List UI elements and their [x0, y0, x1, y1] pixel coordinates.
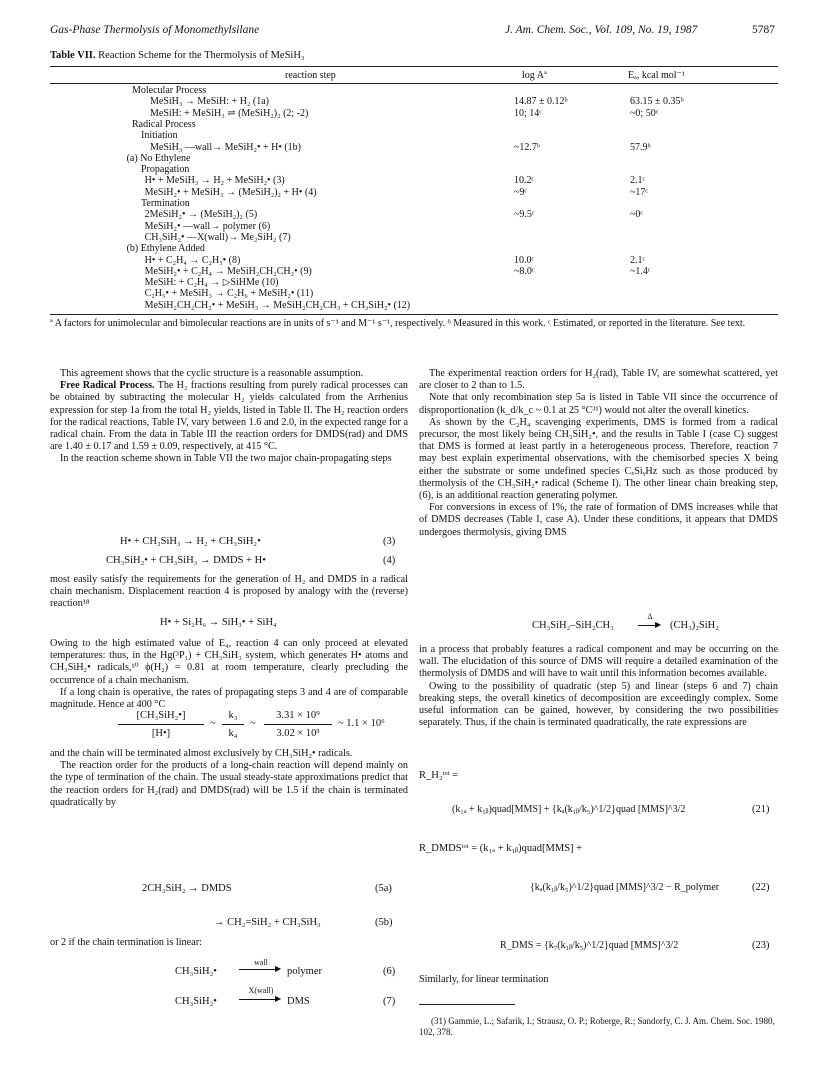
table-cell-ea: ~1.4ᶜ	[630, 265, 651, 277]
fraction-bar	[222, 724, 244, 725]
table-cell-loga: 10; 14ᶜ	[514, 107, 542, 119]
footnote-rule	[419, 1004, 515, 1005]
table-row-step: MeSiH₂• + MeSiH₃ → (MeSiH₂)₂ + H• (4)	[144, 186, 317, 198]
fraction-denominator: k₄	[228, 728, 238, 739]
paragraph: Note that only recombination step 5a is listed in Table VII since the occurrence of disproportionation (k_d/k_c ~ 0.1 at 25 °C³¹) would not alter the overall kinetics.	[419, 392, 778, 416]
equation-number: (23)	[752, 940, 770, 951]
col-header-loga: log Aª	[522, 70, 547, 81]
paragraph: Owing to the possibility of quadratic (step 5) and linear (steps 6 and 7) chain breaking steps, the overall kinetics of decomposition are exceedingly complex. Some useful information can be gained, however, by considering the two possibilities separately. Thus, if the chain is terminated quadratically, the rate expressions are	[419, 680, 778, 729]
equation-right: (CH₃)₂SiH₂	[670, 620, 719, 631]
table-row-step: Initiation	[141, 130, 178, 142]
approx-symbol: ~	[250, 718, 256, 729]
table-cell-ea: 63.15 ± 0.35ᵇ	[630, 96, 684, 108]
table-row-step: Radical Process	[132, 118, 196, 130]
table-header-rule	[50, 83, 778, 84]
equation-number: (6)	[383, 966, 396, 977]
table-row-step: MeSiH₃ —wall→ MeSiH₂• + H• (1b)	[150, 141, 301, 153]
fraction-bar	[118, 724, 204, 725]
col-header-ea: Eₐ, kcal mol⁻¹	[628, 70, 685, 81]
col-header-reaction-step: reaction step	[285, 70, 336, 81]
table-row-step: MeSiH₂• —wall→ polymer (6)	[144, 220, 271, 232]
table-row-step: MeSiH: + MeSiH₃ ⇌ (MeSiH₂)₂ (2; -2)	[150, 107, 309, 119]
table-row-step: MeSiH: + C₂H₄ → ▷SiHMe (10)	[144, 277, 279, 289]
table-cell-loga: 14.87 ± 0.12ᵇ	[514, 96, 568, 108]
table-label: Table VII.	[50, 50, 96, 61]
equation-number: (7)	[383, 996, 396, 1007]
paragraph-text: The H₂ fractions resulting from purely radical processes can be obtained by subtracting the molecular H₂ yields calculated from the Arrhenius expression for step 1a from the total H₂ yields, listed in Table II. The H₂ reaction orders for the radical reactions, Table IV, vary between 1.6 and 2.0, in the expected range for a radical chain. From the data in Table III the reaction orders for DMDS(rad) and DMS are 1.40 ± 0.17 and 1.59 ± 0.09, respectively, at 415 °C.	[50, 380, 408, 453]
table-cell-ea: 2.1ᶜ	[630, 254, 646, 266]
table-cell-ea: ~0ᶜ	[630, 209, 643, 221]
paragraph: Owing to the high estimated value of E₄, reaction 4 can only proceed at elevated temperatures: thus, in the Hg(³P₁) + CH₃SiH₃ system, which generates H• atoms and CH₃SiH₂• radicals,¹⁰ ϕ(H₂) = 0.81 at room temperature, clearly precluding the occurrence of a chain mechanism.	[50, 638, 408, 686]
section-heading: Free Radical Process.	[60, 380, 155, 392]
paragraph: in a process that probably features a radical component and may be occurring on the wall. The elucidation of this source of DMS will require a detailed examination of the thermolysis of DMDS and will have to wait until this information becomes available.	[419, 644, 778, 680]
arrow-label: wall	[254, 958, 268, 967]
table-caption: Reaction Scheme for the Thermolysis of MeSiH₃	[98, 50, 305, 61]
fraction-bar	[264, 724, 332, 725]
fraction-denominator: [H•]	[151, 728, 171, 739]
table-row-step: (a) No Ethylene	[126, 152, 191, 164]
paragraph: In the reaction scheme shown in Table VII the two major chain-propagating steps	[60, 453, 392, 465]
equation-5b: → CH₂=SiH₂ + CH₃SiH₃	[214, 917, 321, 928]
table-row-step: Molecular Process	[132, 85, 207, 96]
equation-3: H• + CH₃SiH₃ → H₂ + CH₃SiH₂•	[120, 536, 261, 547]
arrow-label: X(wall)	[248, 986, 274, 995]
arrow-head: ▶	[655, 620, 662, 629]
equation-5a: 2CH₃SiH₂ → DMDS	[142, 883, 232, 894]
reference-31: (31) Gammie, L.; Safarik, I.; Strausz, O. P.; Roberge, R.; Sandorfy, C. J. Am. Chem. Soc. 1980, 102, 378.	[419, 1016, 775, 1037]
paragraph: most easily satisfy the requirements for the generation of H₂ and DMDS in a radical chain mechanism. Displacement reaction 4 is proposed by analogy with the (reverse) reaction¹⁸	[50, 574, 408, 610]
right-column-p7	[419, 974, 778, 986]
left-column-p4	[50, 574, 408, 611]
table-cell-ea: 57.9ᵇ	[630, 141, 651, 153]
paragraph	[50, 380, 408, 453]
table-row-step: (b) Ethylene Added	[126, 243, 205, 255]
right-column-mid	[419, 644, 778, 729]
paragraph: As shown by the C₂H₄ scavenging experiments, DMS is formed from a radical precursor, the most likely being CH₃SiH₂•, and the results in Table I (case C) suggest that DMS is formed at least partly in a heterogeneous process. Therefore, reaction 7 may best explain experimental observations, with the chemisorbed species X being either the substrate or some undefined species CₓSiᵧHz such as those produced by thermolysis of the CH₃SiH₂• radical (Scheme I). The other linear chain breaking step, (6), is an additional reaction generating polymer.	[419, 416, 778, 502]
table-cell-loga: ~12.7ᵇ	[514, 141, 541, 153]
table-title	[50, 50, 305, 61]
equation-reverse: H• + Si₂H₆ → SiH₃• + SiH₄	[160, 617, 277, 628]
arrow-head: ▶	[275, 994, 282, 1003]
table-row-step: Propagation	[141, 164, 190, 176]
right-column-top	[419, 368, 778, 539]
paragraph: and the chain will be terminated almost exclusively by CH₃SiH₂• radicals.	[50, 748, 353, 759]
table-row-step: MeSiH₃ → MeSiH: + H₂ (1a)	[150, 96, 269, 108]
equation-number: (4)	[383, 555, 396, 566]
table-cell-ea: ~0; 50ᶜ	[630, 107, 659, 119]
table-footnote: ª A factors for unimolecular and bimolecular reactions are in units of s⁻¹ and M⁻¹ s⁻¹, respectively. ᵇ Measured in this work. ᶜ Estimated, or reported in the literature. See text.	[50, 318, 746, 329]
running-header-left: Gas-Phase Thermolysis of Monomethylsilane	[50, 24, 260, 36]
table-row-step: C₂H₅• + MeSiH₃ → C₂H₆ + MeSiH₂• (11)	[144, 288, 314, 300]
table-cell-loga: 10.0ᶜ	[514, 254, 535, 266]
fraction-denominator: 3.02 × 10³	[276, 728, 320, 739]
table-row-step: CH₃SiH₂• —X(wall)→ Me₂SiH₂ (7)	[144, 231, 291, 243]
equation-number: (3)	[383, 536, 396, 547]
paragraph: If a long chain is operative, the rates of propagating steps 3 and 4 are of comparable magnitude. Hence at 400 °C	[50, 686, 408, 711]
table-row-step: H• + MeSiH₃ → H₂ + MeSiH₂• (3)	[144, 175, 285, 187]
equation-number: (5a)	[375, 883, 392, 894]
table-cell-loga: 10.2ᶜ	[514, 175, 535, 187]
table-row-step: MeSiH₂CH₂CH₂• + MeSiH₃ → MeSiH₂CH₂CH₃ + CH₃SiH₂• (12)	[144, 299, 411, 311]
arrow-label: Δ	[647, 612, 653, 621]
equation-7-right: DMS	[287, 996, 310, 1007]
fraction-numerator: [CH₃SiH₂•]	[136, 710, 186, 721]
equation-number: (5b)	[375, 917, 393, 928]
paragraph: For conversions in excess of 1%, the rate of formation of DMS increases while that of DMDS decreases (Table I, case A). Under these conditions, it appears that DMDS undergoes thermolysis, giving DMS	[419, 502, 778, 538]
equation-4: CH₃SiH₂• + CH₃SiH₃ → DMDS + H•	[106, 555, 266, 566]
paragraph: The experimental reaction orders for H₂(rad), Table IV, are somewhat scattered, yet are closer to 2 than to 1.5.	[419, 368, 778, 392]
equation-7-left: CH₃SiH₂•	[175, 996, 217, 1007]
equation-6-left: CH₃SiH₂•	[175, 966, 217, 977]
equation-left: CH₃SiH₂–SiH₂CH₃	[532, 620, 614, 631]
table-bottom-rule	[50, 314, 778, 315]
page-number: 5787	[752, 24, 775, 36]
fraction-numerator: 3.31 × 10⁹	[276, 710, 320, 721]
table-cell-ea: ~17ᶜ	[630, 186, 648, 198]
paragraph: This agreement shows that the cyclic structure is a reasonable assumption.	[60, 368, 363, 379]
reaction-arrow	[239, 969, 279, 970]
running-header-right: J. Am. Chem. Soc., Vol. 109, No. 19, 1987	[505, 24, 698, 36]
table-row-step: MeSiH₂• + C₂H₄ → MeSiH₂CH₂CH₂• (9)	[144, 265, 312, 277]
equation-6-right: polymer	[287, 966, 322, 977]
left-column-p9	[50, 937, 408, 949]
paragraph: The reaction order for the products of a long-chain reaction will depend mainly on the type of termination of the chain. The usual steady-state approximations predict that the reaction orders for H₂(rad) and DMDS(rad) will be 1.5 if the chain is terminated quadratically by	[50, 760, 408, 808]
table-cell-loga: ~9.5ᶜ	[514, 209, 535, 221]
rate-h2-label: R_H₂ᵗᵒᵗ =	[419, 770, 459, 781]
equation-23: R_DMS = {k₇(k₁ᵦ/k₅)^1/2}quad [MMS]^3/2	[500, 940, 679, 951]
equation-number: (21)	[752, 804, 770, 815]
equations-6-7	[175, 958, 415, 1018]
rate-dmds-label: R_DMDSᵗᵒᵗ = (k₁ₐ + k₁ᵦ)quad[MMS] +	[419, 843, 583, 854]
table-row-step: H• + C₂H₄ → C₂H₅• (8)	[144, 254, 241, 266]
ratio-result: ~ 1.1 × 10⁶	[338, 718, 385, 729]
equation-number: (22)	[752, 882, 770, 893]
table-row-step: 2MeSiH₂• → (MeSiH₂)₂ (5)	[144, 209, 258, 221]
table-top-rule	[50, 66, 778, 67]
paragraph: or 2 if the chain termination is linear:	[50, 937, 202, 948]
table-cell-loga: ~8.0ᶜ	[514, 265, 535, 277]
left-column-top	[50, 368, 408, 466]
arrow-head: ▶	[275, 964, 282, 973]
table-cell-ea: 2.1ᶜ	[630, 175, 646, 187]
table-row-step: Termination	[141, 198, 190, 209]
approx-symbol: ~	[210, 718, 216, 729]
equation-21: (k₁ₐ + k₁ᵦ)quad[MMS] + {kₐ(k₁ᵦ/k₅)^1/2}quad [MMS]^3/2	[452, 804, 686, 815]
table-cell-loga: ~9ᶜ	[514, 186, 527, 198]
left-column-p5	[50, 638, 408, 711]
fraction-numerator: k₃	[228, 710, 238, 721]
equation-dmds-thermolysis	[532, 612, 752, 634]
left-column-bottom	[50, 748, 408, 809]
paragraph: Similarly, for linear termination	[419, 974, 549, 985]
reaction-arrow	[239, 999, 279, 1000]
equation-22: {kₐ(k₁ᵦ/k₅)^1/2}quad [MMS]^3/2 − R_polymer	[530, 882, 720, 893]
